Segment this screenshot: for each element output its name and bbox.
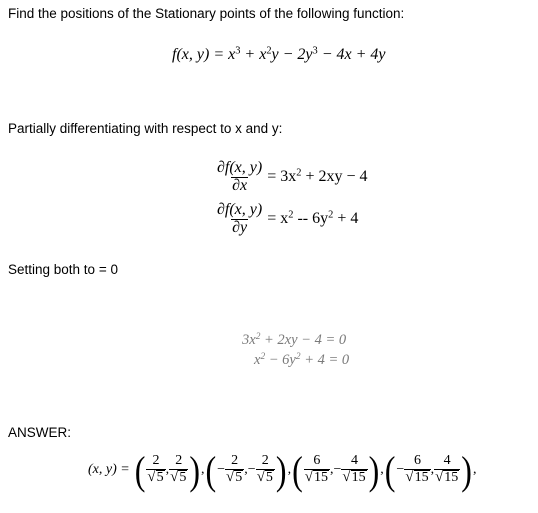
partial-y-denominator: ∂y bbox=[232, 218, 248, 236]
answer-separator: , bbox=[287, 462, 292, 477]
answer-y-fraction bbox=[341, 454, 367, 485]
zero-eq1-exp: 2 bbox=[255, 331, 261, 342]
answer-x-radicand: 5 bbox=[235, 470, 243, 485]
function-exp-b: 2 bbox=[266, 45, 272, 57]
answer-x-sqrt bbox=[305, 470, 329, 486]
function-equation bbox=[172, 46, 386, 64]
answer-comma: , bbox=[329, 462, 334, 477]
answer-x-sign: − bbox=[217, 462, 226, 477]
answer-separator: , bbox=[380, 462, 384, 477]
answer-x-fraction bbox=[404, 454, 430, 485]
answer-x-denominator bbox=[225, 469, 244, 486]
answer-x-radicand: 15 bbox=[414, 470, 429, 485]
answer-y-radical-sign: √ bbox=[256, 469, 265, 485]
partial-x-rhs-a: = 3x bbox=[267, 168, 297, 186]
answer-x-term bbox=[396, 454, 430, 485]
partial-x-fraction bbox=[216, 160, 263, 195]
function-rhs-d: − 4x + 4y bbox=[317, 46, 386, 63]
answer-y-fraction bbox=[434, 454, 460, 485]
answer-x-radicand: 15 bbox=[313, 470, 328, 485]
setting-text: Setting both to = 0 bbox=[8, 262, 118, 277]
answer-y-radicand: 5 bbox=[265, 470, 273, 485]
answer-y-denominator bbox=[341, 469, 367, 486]
answer-x-sign: − bbox=[396, 462, 405, 477]
answer-x-denominator bbox=[146, 469, 165, 486]
answer-equation bbox=[88, 447, 477, 493]
answer-y-denominator bbox=[169, 469, 188, 486]
answer-y-radical-sign: √ bbox=[342, 469, 351, 485]
answer-x-numerator: 6 bbox=[413, 453, 421, 469]
answer-y-term bbox=[169, 454, 188, 485]
partial-y-exp-b: 2 bbox=[328, 209, 334, 221]
zero-equation-2 bbox=[254, 352, 349, 369]
partial-x-exp: 2 bbox=[296, 167, 302, 179]
zero-eq2-exp-b: 2 bbox=[295, 351, 301, 362]
zero-eq2-b: − 6y bbox=[265, 352, 296, 368]
function-rhs-a: = x bbox=[213, 46, 236, 63]
answer-y-numerator: 4 bbox=[350, 453, 358, 469]
answer-open-paren: ( bbox=[134, 447, 146, 493]
answer-y-fraction bbox=[256, 454, 275, 485]
answer-comma: , bbox=[244, 462, 248, 477]
partial-y-fraction bbox=[216, 202, 263, 237]
answer-x-radical-sign: √ bbox=[147, 469, 156, 485]
partial-x-denominator: ∂x bbox=[232, 176, 248, 194]
partial-x-numerator: ∂f(x, y) bbox=[217, 159, 263, 176]
answer-x-sqrt bbox=[405, 470, 429, 486]
answer-label: ANSWER: bbox=[8, 425, 72, 440]
answer-separator: , bbox=[472, 462, 477, 477]
answer-x-radical-sign: √ bbox=[405, 469, 414, 485]
answer-x-term bbox=[304, 454, 330, 485]
answer-y-radical-sign: √ bbox=[170, 469, 179, 485]
answer-x-fraction bbox=[225, 454, 244, 485]
answer-separator: , bbox=[200, 462, 205, 477]
answer-x-denominator bbox=[404, 469, 430, 486]
zero-eq1-a: 3x bbox=[242, 332, 256, 348]
answer-x-radical-sign: √ bbox=[226, 469, 235, 485]
answer-close-paren: ) bbox=[275, 447, 287, 493]
answer-x-denominator bbox=[304, 469, 330, 486]
zero-eq2-a: x bbox=[254, 352, 261, 368]
answer-x-fraction bbox=[146, 454, 165, 485]
answer-point bbox=[134, 447, 201, 493]
answer-x-radicand: 5 bbox=[156, 470, 164, 485]
answer-lhs: (x, y) = bbox=[88, 462, 130, 477]
answer-y-denominator bbox=[256, 469, 275, 486]
answer-point bbox=[204, 447, 287, 493]
answer-y-sqrt bbox=[257, 470, 274, 486]
answer-y-fraction bbox=[169, 454, 188, 485]
answer-close-paren: ) bbox=[368, 447, 380, 493]
answer-close-paren: ) bbox=[461, 447, 472, 493]
answer-close-paren: ) bbox=[189, 447, 200, 493]
intro-text: Find the positions of the Stationary points of the following function: bbox=[8, 6, 405, 21]
answer-y-term bbox=[434, 454, 460, 485]
zero-equation-1 bbox=[242, 332, 346, 349]
zero-eq2-exp-a: 2 bbox=[260, 351, 266, 362]
answer-y-numerator: 4 bbox=[443, 453, 451, 469]
partial-y-rhs-c: + 4 bbox=[333, 210, 359, 228]
function-rhs-c: y − 2y bbox=[271, 46, 313, 63]
answer-open-paren: ( bbox=[205, 447, 217, 493]
answer-x-term bbox=[146, 454, 165, 485]
answer-y-radicand: 5 bbox=[179, 470, 187, 485]
answer-y-sqrt bbox=[342, 470, 366, 486]
answer-open-paren: ( bbox=[292, 447, 303, 493]
answer-point bbox=[291, 447, 380, 493]
answer-x-numerator: 6 bbox=[313, 453, 321, 469]
answer-y-numerator: 2 bbox=[175, 453, 183, 469]
answer-comma: , bbox=[165, 462, 170, 477]
answer-y-term bbox=[248, 454, 275, 485]
answer-y-sign: − bbox=[333, 462, 342, 477]
answer-y-term bbox=[333, 454, 367, 485]
answer-y-sqrt bbox=[435, 470, 459, 486]
partial-x-rhs-b: + 2xy − 4 bbox=[301, 168, 368, 186]
answer-x-sqrt bbox=[147, 470, 164, 486]
answer-points bbox=[134, 447, 477, 493]
answer-y-radical-sign: √ bbox=[435, 469, 444, 485]
answer-y-sqrt bbox=[170, 470, 187, 486]
answer-y-sign: − bbox=[247, 462, 256, 477]
answer-x-numerator: 2 bbox=[152, 453, 160, 469]
answer-x-radical-sign: √ bbox=[304, 469, 313, 485]
zero-eq2-c: + 4 = 0 bbox=[300, 352, 350, 368]
function-exp-a: 3 bbox=[235, 45, 241, 57]
answer-point bbox=[384, 447, 473, 493]
partial-text: Partially differentiating with respect to x and y: bbox=[8, 121, 283, 136]
partial-y-rhs-b: -- 6y bbox=[293, 210, 329, 228]
partial-y-equation bbox=[216, 202, 358, 237]
answer-y-numerator: 2 bbox=[261, 453, 269, 469]
function-lhs: f(x, y) bbox=[172, 46, 210, 63]
answer-y-radicand: 15 bbox=[444, 470, 459, 485]
zero-eq1-b: + 2xy − 4 = 0 bbox=[260, 332, 347, 348]
function-rhs-b: + x bbox=[240, 46, 267, 63]
answer-open-paren: ( bbox=[384, 447, 396, 493]
answer-x-numerator: 2 bbox=[231, 453, 239, 469]
answer-x-term bbox=[217, 454, 244, 485]
function-exp-c: 3 bbox=[312, 45, 318, 57]
answer-y-radicand: 15 bbox=[351, 470, 366, 485]
partial-y-exp-a: 2 bbox=[288, 209, 294, 221]
partial-y-rhs-a: = x bbox=[267, 210, 289, 228]
partial-x-equation bbox=[216, 160, 368, 195]
answer-x-fraction bbox=[304, 454, 330, 485]
answer-y-denominator bbox=[434, 469, 460, 486]
answer-comma: , bbox=[430, 462, 435, 477]
partial-y-numerator: ∂f(x, y) bbox=[217, 201, 263, 218]
answer-x-sqrt bbox=[226, 470, 243, 486]
